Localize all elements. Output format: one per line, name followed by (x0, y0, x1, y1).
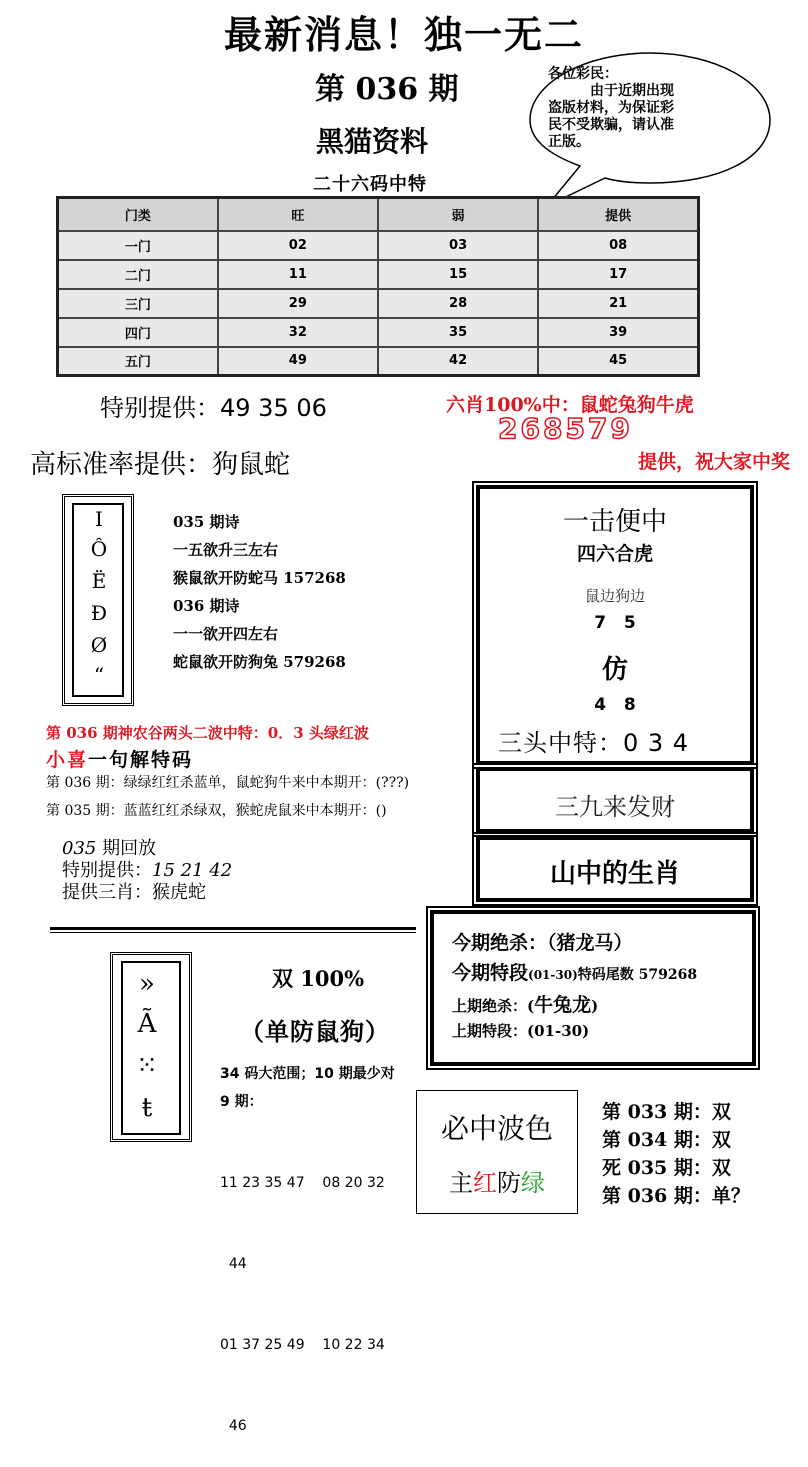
riddle-036: 第 036 期：绿绿红红杀蓝单，鼠蛇狗牛来中本期开：(???) (46, 775, 410, 791)
table-row (58, 347, 699, 376)
brand-title: 黑猫资料 (316, 125, 429, 158)
bubble-line: 各位彩民： (548, 66, 618, 82)
range-num-line: 01 37 25 49 10 22 34 (220, 1337, 385, 1353)
poem-line: 036 期诗 (173, 597, 240, 615)
subtitle: 二十六码中特 (313, 174, 427, 195)
double-guard: （单防鼠狗） (240, 1017, 390, 1046)
hit-fang: 仿 (601, 655, 628, 685)
glyph-column-box (62, 494, 134, 706)
table-cell: 28 (378, 289, 538, 318)
riddle-035: 第 035 期：蓝蓝红红杀绿双，猴蛇虎鼠来中本期开：() (46, 803, 387, 819)
history-item: 第 033 期：双 (602, 1101, 731, 1123)
kill-line-3a: 上期绝杀：( (452, 997, 535, 1015)
replay-special-nums: 15 21 42 (152, 860, 233, 881)
numbers-table (56, 196, 700, 377)
table-cell: 17 (538, 260, 698, 289)
box-39 (476, 767, 754, 833)
kill-box (430, 910, 756, 1066)
replay-issue-num: 035 (62, 838, 97, 859)
range-numbers (220, 1116, 385, 1467)
glyph-column-box-2 (110, 952, 192, 1142)
poem-line: 蛇鼠欲开防狗兔 579268 (173, 653, 346, 671)
table-row (58, 231, 699, 260)
poem-lines (173, 508, 346, 676)
range-num-line: 46 (220, 1418, 247, 1434)
wave-red: 红 (473, 1169, 497, 1197)
kill-line-2 (452, 958, 697, 985)
table-cell: 42 (378, 347, 538, 376)
table-cell: 三门 (58, 289, 218, 318)
poem-line: 一一欲开四左右 (173, 625, 279, 643)
hit-nums-2: 4 8 (594, 695, 636, 715)
table-cell: 15 (378, 260, 538, 289)
divider (50, 927, 416, 933)
glyph-icon: I (95, 507, 103, 531)
special-label: 特别提供： (100, 394, 220, 422)
box-mountain (476, 836, 754, 902)
kill-line-3b: 牛兔龙 (534, 994, 592, 1016)
poem-line: 一五欲升三左右 (173, 541, 279, 559)
table-cell: 一门 (58, 231, 218, 260)
table-cell: 35 (378, 318, 538, 347)
hit-rat-side: 鼠边狗边 (584, 587, 645, 605)
range-line: 9 期： (220, 1094, 263, 1110)
three-heads: 三头中特：0 3 4 (498, 729, 690, 757)
wave-title: 必中波色 (440, 1112, 553, 1145)
bubble-notice (548, 66, 738, 151)
table-cell: 11 (218, 260, 378, 289)
table-cell: 02 (218, 231, 378, 260)
xiaoxi-black: 一句解特码 (88, 749, 194, 771)
glyph-icon: Đ (90, 601, 108, 625)
special-provide (100, 388, 327, 423)
glyph-icon: Ã (137, 1009, 157, 1039)
table-row (58, 318, 699, 347)
replay-block (62, 838, 232, 904)
issue-title: 第 036 期 (315, 72, 459, 107)
kill-line-2c: 特码尾数 579268 (577, 967, 698, 983)
wave-guard: 防 (497, 1169, 521, 1197)
table-cell: 08 (538, 231, 698, 260)
bubble-line: 民不受欺骗，请认准 (548, 117, 674, 133)
table-cell: 21 (538, 289, 698, 318)
range-num-line: 11 23 35 47 08 20 32 (220, 1175, 385, 1191)
bubble-line: 盗版材料，为保证彩 (548, 100, 674, 116)
box-mountain-text: 山中的生肖 (549, 859, 680, 889)
bubble-line: 正版。 (548, 134, 590, 150)
history-item: 第 036 期：单？ (602, 1185, 750, 1207)
glyph-icon: ŧ (141, 1093, 153, 1123)
hit-subtitle: 四六合虎 (576, 543, 653, 565)
wave-subtitle (417, 1163, 577, 1198)
box-39-text: 三九来发财 (555, 793, 675, 821)
poem-line: 猴鼠欲开防蛇马 157268 (173, 569, 346, 587)
history-item: 第 034 期：双 (602, 1129, 731, 1151)
hit-nums-1: 7 5 (594, 613, 636, 633)
wave-green: 绿 (521, 1169, 545, 1197)
replay-special-label: 特别提供： (62, 860, 152, 881)
glyph-icon: “ (93, 663, 105, 687)
glyph-icon: Ô (90, 537, 108, 561)
replay-three: 提供三肖：猴虎蛇 (62, 882, 206, 903)
table-cell: 五门 (58, 347, 218, 376)
range-text (220, 1060, 395, 1116)
kill-line-3c: ) (591, 997, 599, 1015)
kill-line-3 (452, 990, 598, 1017)
six-zodiac-text: 六肖100%中：鼠蛇兔狗牛虎 (446, 394, 694, 416)
glyph-icon: » (139, 969, 155, 999)
shennong-text: 第 036 期神农谷两头二波中特：0．3 头绿红波 (46, 724, 369, 742)
kill-line-1: 今期绝杀：（猪龙马） (452, 932, 633, 954)
table-header-cell: 弱 (378, 198, 538, 231)
history-list (602, 1098, 750, 1210)
kill-line-2b: (01-30) (528, 968, 578, 982)
wave-box (416, 1090, 578, 1214)
double-title: 双 100% (272, 966, 365, 991)
special-numbers: 49 35 06 (220, 394, 327, 422)
table-cell: 二门 (58, 260, 218, 289)
table-cell: 03 (378, 231, 538, 260)
bubble-line: 由于近期出现 (590, 83, 674, 99)
glyph-icon: Ø (90, 633, 108, 657)
kill-line-4: 上期特段：(01-30) (452, 1022, 590, 1040)
glyph-icon: Ë (91, 569, 107, 593)
hit-title: 一击便中 (562, 507, 667, 537)
table-header-cell: 提供 (538, 198, 698, 231)
range-line: 34 码大范围；10 期最少对 (220, 1066, 395, 1082)
table-cell: 29 (218, 289, 378, 318)
table-row (58, 289, 699, 318)
table-cell: 四门 (58, 318, 218, 347)
table-header-cell: 旺 (218, 198, 378, 231)
hit-box (476, 485, 754, 765)
kill-line-2a: 今期特段 (452, 962, 529, 984)
range-num-line: 44 (220, 1256, 247, 1272)
table-header-cell: 门类 (58, 198, 218, 231)
six-zodiac-code: 268579 (498, 412, 633, 445)
xiaoxi-red: 小喜 (46, 749, 89, 771)
table-header-row (58, 198, 699, 231)
history-item: 死 035 期：双 (602, 1157, 731, 1179)
poem-line: 035 期诗 (173, 513, 240, 531)
table-cell: 45 (538, 347, 698, 376)
wish-text: 提供，祝大家中奖 (638, 451, 791, 473)
table-cell: 49 (218, 347, 378, 376)
glyph-icon: ⁙ (136, 1051, 158, 1081)
main-title: 最新消息！独一无二 (223, 12, 584, 57)
wave-main: 主 (449, 1169, 473, 1197)
table-cell: 39 (538, 318, 698, 347)
high-standard-text: 高标准率提供：狗鼠蛇 (30, 450, 291, 480)
replay-issue-label: 期回放 (102, 838, 157, 859)
table-cell: 32 (218, 318, 378, 347)
xiaoxi-heading (46, 745, 193, 772)
table-row (58, 260, 699, 289)
